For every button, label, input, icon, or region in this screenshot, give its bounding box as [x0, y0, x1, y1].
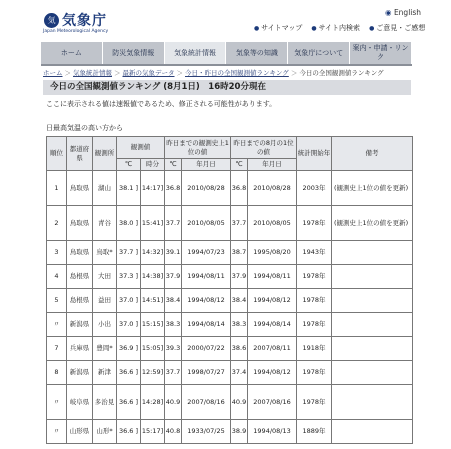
cell-note: [332, 289, 413, 313]
cell-prefecture: 兵庫県: [67, 337, 93, 361]
cell-record-date: 2010/08/28: [182, 171, 231, 206]
cell-start-year: 1978年: [297, 385, 332, 420]
nav-disaster-info[interactable]: 防災気象情報: [103, 42, 165, 64]
cell-note: [332, 241, 413, 265]
cell-prefecture: 鳥取県: [67, 241, 93, 265]
cell-aug-value: 38.6: [231, 337, 248, 361]
breadcrumb-home[interactable]: ホーム: [43, 69, 63, 77]
cell-prefecture: 新潟県: [67, 313, 93, 337]
cell-rank: 2: [47, 206, 67, 241]
cell-prefecture: 島根県: [67, 265, 93, 289]
cell-aug-date: 1994/08/13: [248, 420, 297, 444]
cell-record-date: 1994/08/14: [182, 313, 231, 337]
cell-aug-date: 1995/08/20: [248, 241, 297, 265]
sitemap-link[interactable]: ● サイトマップ: [254, 23, 302, 33]
header-notes: 備考: [332, 137, 413, 171]
header-station: 観測所: [93, 137, 117, 171]
cell-start-year: 1978年: [297, 313, 332, 337]
table-row: [47, 337, 413, 361]
cell-rank: 〃: [47, 420, 67, 444]
cell-record-value: 39.1: [165, 241, 182, 265]
nav-about[interactable]: 気象庁について: [288, 42, 350, 64]
breadcrumb-ranking[interactable]: 今日・昨日の全国観測値ランキング: [185, 69, 289, 77]
table-row: [47, 361, 413, 385]
table-row: [47, 241, 413, 265]
nav-divider: [41, 64, 412, 66]
cell-record-value: 37.7: [165, 206, 182, 241]
cell-rank: 3: [47, 241, 67, 265]
cell-observed: 38.0 ]: [117, 206, 141, 241]
cell-time: 15:05]: [141, 337, 165, 361]
cell-note: (観測史上1位の値を更新): [332, 206, 413, 241]
cell-record-value: 40.8: [165, 420, 182, 444]
cell-aug-value: 38.7: [231, 241, 248, 265]
breadcrumb-latest[interactable]: 最新の気象データ: [122, 69, 175, 77]
cell-start-year: 1978年: [297, 361, 332, 385]
table-row: [47, 171, 413, 206]
cell-record-value: 40.9: [165, 385, 182, 420]
cell-observed: 36.6 ]: [117, 420, 141, 444]
cell-note: [332, 361, 413, 385]
cell-rank: 5: [47, 289, 67, 313]
cell-station[interactable]: 益田: [93, 289, 117, 313]
cell-time: 14:38]: [141, 265, 165, 289]
page-title: 今日の全国観測値ランキング (8月1日) 16時20分現在: [43, 80, 411, 95]
cell-station[interactable]: 新津: [93, 361, 117, 385]
section-title: 日最高気温の高い方から: [46, 124, 123, 132]
notice-line: ここに表示される値は速報値であるため、修正される可能性があります。: [46, 100, 277, 108]
cell-aug-value: 37.9: [231, 265, 248, 289]
cell-note: [332, 420, 413, 444]
cell-record-date: 2010/08/05: [182, 206, 231, 241]
header-rank: 順位: [47, 137, 67, 171]
cell-aug-date: 1994/08/14: [248, 313, 297, 337]
cell-aug-value: 38.3: [231, 313, 248, 337]
table-row: [47, 206, 413, 241]
cell-rank: 8: [47, 361, 67, 385]
header-start-year: 統計開始年: [297, 137, 332, 171]
header-degrees: ℃: [165, 159, 182, 171]
header-time: 時分: [141, 159, 165, 171]
nav-home[interactable]: ホーム: [41, 42, 103, 64]
cell-note: (観測史上1位の値を更新): [332, 171, 413, 206]
header-date: 年月日: [182, 159, 231, 171]
cell-aug-date: 2007/08/16: [248, 385, 297, 420]
cell-aug-value: 36.8: [231, 171, 248, 206]
cell-start-year: 2003年: [297, 171, 332, 206]
cell-prefecture: 岐阜県: [67, 385, 93, 420]
cell-record-date: 1933/07/25: [182, 420, 231, 444]
cell-station[interactable]: 山形*: [93, 420, 117, 444]
cell-start-year: 1943年: [297, 241, 332, 265]
cell-record-value: 36.8: [165, 171, 182, 206]
table-row: [47, 313, 413, 337]
cell-record-value: 38.4: [165, 289, 182, 313]
cell-time: 15:41]: [141, 206, 165, 241]
header-record-august: 昨日までの8月の1位の値: [231, 137, 297, 159]
cell-start-year: 1889年: [297, 420, 332, 444]
cell-note: [332, 265, 413, 289]
cell-aug-date: 1994/08/11: [248, 265, 297, 289]
cell-prefecture: 鳥取県: [67, 206, 93, 241]
cell-station[interactable]: 豊岡*: [93, 337, 117, 361]
cell-time: 14:51]: [141, 289, 165, 313]
cell-observed: 36.6 ]: [117, 361, 141, 385]
cell-observed: 37.7 ]: [117, 241, 141, 265]
cell-station[interactable]: 小出: [93, 313, 117, 337]
cell-rank: 7: [47, 337, 67, 361]
cell-rank: 4: [47, 265, 67, 289]
cell-prefecture: 島根県: [67, 289, 93, 313]
header-date: 年月日: [248, 159, 297, 171]
cell-aug-date: 2010/08/05: [248, 206, 297, 241]
table-row: [47, 420, 413, 444]
ranking-table: [46, 136, 413, 444]
cell-time: 14:17]: [141, 171, 165, 206]
cell-observed: 36.6 ]: [117, 385, 141, 420]
cell-prefecture: 山形県: [67, 420, 93, 444]
cell-rank: 1: [47, 171, 67, 206]
jma-logo-icon[interactable]: 気: [44, 13, 59, 28]
cell-time: 15:15]: [141, 313, 165, 337]
cell-aug-date: 1994/08/12: [248, 289, 297, 313]
notice-text: [46, 99, 276, 109]
table-row: [47, 265, 413, 289]
global-nav: [41, 42, 412, 64]
language-link[interactable]: ◉ English: [385, 8, 422, 17]
breadcrumb-current: 今日の全国観測値ランキング: [299, 69, 384, 77]
cell-time: 14:32]: [141, 241, 165, 265]
site-search-link[interactable]: ● サイト内検索: [311, 23, 360, 33]
cell-start-year: 1978年: [297, 289, 332, 313]
cell-record-value: 37.7: [165, 361, 182, 385]
cell-aug-value: 38.4: [231, 289, 248, 313]
cell-start-year: 1918年: [297, 337, 332, 361]
cell-aug-date: 2007/08/11: [248, 337, 297, 361]
breadcrumb: ホーム ＞ 気象統計情報 ＞ 最新の気象データ ＞ 今日・昨日の全国観測値ランキング ＞ 今日の全国観測値ランキング: [43, 69, 384, 77]
nav-statistics[interactable]: 気象統計情報: [165, 42, 227, 64]
cell-record-date: 1994/08/11: [182, 265, 231, 289]
cell-note: [332, 385, 413, 420]
cell-aug-value: 38.9: [231, 420, 248, 444]
cell-record-value: 39.3: [165, 337, 182, 361]
cell-observed: 37.0 ]: [117, 289, 141, 313]
cell-note: [332, 337, 413, 361]
cell-station[interactable]: 鳥取*: [93, 241, 117, 265]
feedback-link[interactable]: ● ご意見・ご感想: [369, 23, 425, 33]
cell-aug-value: 40.9: [231, 385, 248, 420]
cell-record-date: 1994/07/23: [182, 241, 231, 265]
cell-station[interactable]: 多治見: [93, 385, 117, 420]
cell-rank: 〃: [47, 385, 67, 420]
header-observed: 観測値: [117, 137, 165, 159]
header-degrees: ℃: [117, 159, 141, 171]
cell-station[interactable]: 湖山: [93, 171, 117, 206]
cell-record-value: 37.9: [165, 265, 182, 289]
cell-aug-value: 37.4: [231, 361, 248, 385]
cell-prefecture: 新潟県: [67, 361, 93, 385]
cell-observed: 37.0 ]: [117, 313, 141, 337]
breadcrumb-statistics[interactable]: 気象統計情報: [73, 69, 112, 77]
utility-links: [254, 23, 425, 33]
table-row: [47, 289, 413, 313]
cell-record-date: 1998/07/27: [182, 361, 231, 385]
cell-observed: 37.3 ]: [117, 265, 141, 289]
cell-record-value: 38.3: [165, 313, 182, 337]
nav-knowledge[interactable]: 気象等の知識: [226, 42, 288, 64]
cell-prefecture: 鳥取県: [67, 171, 93, 206]
globe-icon: ◉: [385, 8, 392, 17]
header-record-all: 昨日までの観測史上1位の値: [165, 137, 231, 159]
cell-observed: 36.9 ]: [117, 337, 141, 361]
site-header: [0, 0, 451, 42]
nav-guide-links[interactable]: 案内・申請・リンク: [350, 42, 412, 64]
cell-start-year: 1978年: [297, 265, 332, 289]
cell-aug-date: 1994/08/12: [248, 361, 297, 385]
table-row: [47, 385, 413, 420]
header-degrees: ℃: [231, 159, 248, 171]
cell-record-date: 2007/08/16: [182, 385, 231, 420]
site-logo-text[interactable]: 気象庁: [62, 13, 107, 29]
cell-station[interactable]: 大田: [93, 265, 117, 289]
header-prefecture: 都道府県: [67, 137, 93, 171]
cell-record-date: 2000/07/22: [182, 337, 231, 361]
cell-start-year: 1978年: [297, 206, 332, 241]
cell-time: 15:17]: [141, 420, 165, 444]
site-logo-subtitle: Japan Meteorological Agency: [43, 29, 109, 34]
cell-observed: 38.1 ]: [117, 171, 141, 206]
cell-rank: 〃: [47, 313, 67, 337]
cell-note: [332, 313, 413, 337]
cell-aug-date: 2010/08/28: [248, 171, 297, 206]
cell-time: 12:59]: [141, 361, 165, 385]
cell-station[interactable]: 青谷: [93, 206, 117, 241]
cell-time: 14:28]: [141, 385, 165, 420]
cell-record-date: 1994/08/12: [182, 289, 231, 313]
cell-aug-value: 37.7: [231, 206, 248, 241]
